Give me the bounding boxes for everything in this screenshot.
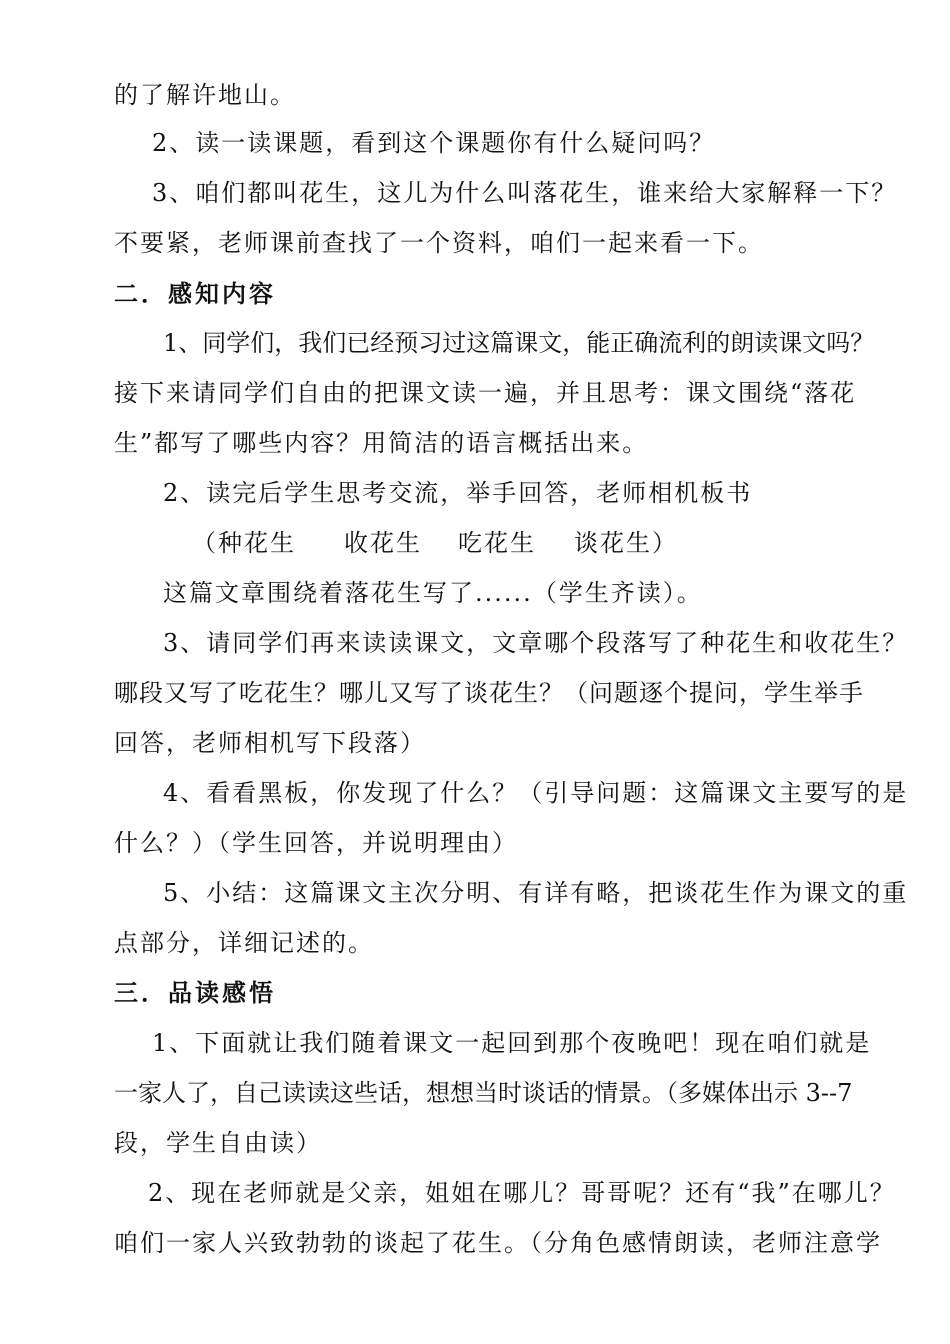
text-line-22: 段，学生自由读） <box>114 1129 322 1157</box>
section-heading-3: 三．品读感悟 <box>114 979 276 1007</box>
text-line-9: 2、读完后学生思考交流，举手回答，老师相机板书 <box>163 479 753 507</box>
board-item-3: 吃花生 <box>458 529 536 557</box>
text-line-16: 什么？）（学生回答，并说明理由） <box>114 829 518 857</box>
text-line-24: 咱们一家人兴致勃勃的谈起了花生。（分角色感情朗读，老师注意学 <box>114 1229 882 1257</box>
text-line-20: 1、下面就让我们随着课文一起回到那个夜晚吧！现在咱们就是 <box>152 1029 872 1057</box>
text-line-7: 接下来请同学们自由的把课文读一遍，并且思考：课文围绕“落花 <box>114 379 857 407</box>
board-item-1: （种花生 <box>192 529 296 557</box>
board-item-4: 谈花生） <box>574 529 678 557</box>
text-line-12: 3、请同学们再来读读课文，文章哪个段落写了种花生和收花生？ <box>163 629 909 657</box>
text-line-21: 一家人了，自己读读这些话，想想当时谈话的情景。（多媒体出示 3--7 <box>114 1079 853 1107</box>
text-line-13: 哪段又写了吃花生？哪儿又写了谈花生？（问题逐个提问，学生举手 <box>114 679 864 707</box>
text-line-1: 的了解许地山。 <box>114 81 296 109</box>
text-line-2: 2、读一读课题，看到这个课题你有什么疑问吗？ <box>152 129 716 157</box>
text-line-4: 不要紧，老师课前查找了一个资料，咱们一起来看一下。 <box>114 229 764 257</box>
text-line-14: 回答，老师相机写下段落） <box>114 729 426 757</box>
board-item-2: 收花生 <box>344 529 422 557</box>
text-line-18: 点部分，详细记述的。 <box>114 929 374 957</box>
text-line-8: 生”都写了哪些内容？用简洁的语言概括出来。 <box>114 429 649 457</box>
text-line-17: 5、小结：这篇课文主次分明、有详有略，把谈花生作为课文的重 <box>163 879 909 907</box>
text-line-11: 这篇文章围绕着落花生写了......（学生齐读）。 <box>163 579 703 607</box>
text-line-6: 1、同学们，我们已经预习过这篇课文，能正确流利的朗读课文吗？ <box>163 329 875 357</box>
text-line-3: 3、咱们都叫花生，这儿为什么叫落花生，谁来给大家解释一下？ <box>152 179 898 207</box>
text-line-15: 4、看看黑板，你发现了什么？（引导问题：这篇课文主要写的是 <box>163 779 909 807</box>
section-heading-2: 二．感知内容 <box>114 280 276 308</box>
text-line-23: 2、现在老师就是父亲，姐姐在哪儿？哥哥呢？还有“我”在哪儿？ <box>148 1179 896 1207</box>
